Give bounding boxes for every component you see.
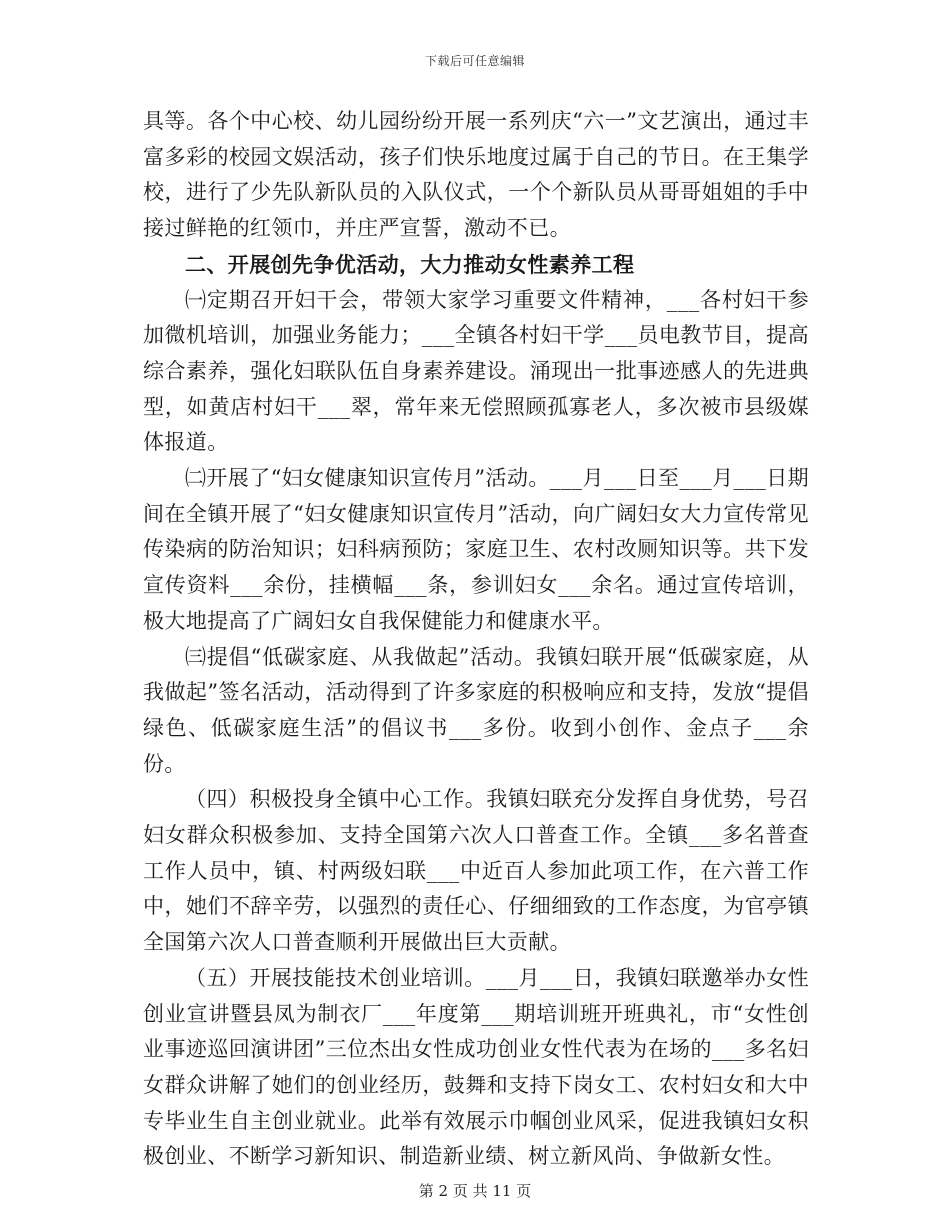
paragraph-item-2: ㈡开展了“妇女健康知识宣传月”活动。___月___日至___月___日期间在全镇开展了“妇女健康知识宣传月”活动，向广阔妇女大力宣传常见传染病的防治知识；妇科病预防；家庭卫生、农村改厕知识等。共下发宣传资料___余份，挂横幅___条，参训妇女___余名。通过宣传培训，极大地提高了广阔妇女自我保健能力和健康水平。 — [143, 466, 809, 633]
paragraph-item-1: ㈠定期召开妇干会，带领大家学习重要文件精神，___各村妇干参加微机培训，加强业务能力；___全镇各村妇干学___员电教节目，提高综合素养，强化妇联队伍自身素养建设。涌现出一批事迹感人的先进典型，如黄店村妇干___翠，常年来无偿照顾孤寡老人，多次被市县级媒体报道。 — [143, 287, 809, 455]
document-body — [143, 104, 809, 1175]
section-heading: 二、开展创先争优活动，大力推动女性素养工程 — [185, 251, 635, 277]
paragraph-continuation: 具等。各个中心校、幼儿园纷纷开展一系列庆“六一”文艺演出，通过丰富多彩的校园文娱活动，孩子们快乐地度过属于自己的节日。在王集学校，进行了少先队新队员的入队仪式，一个个新队员从哥哥姐姐的手中接过鲜艳的红领巾，并庄严宣誓，激动不已。 — [143, 109, 809, 241]
header-note: 下载后可任意编辑 — [424, 54, 525, 68]
paragraph-item-5: （五）开展技能技术创业培训。___月___日，我镇妇联邀举办女性创业宣讲暨县凤为制衣厂___年度第___期培训班开班典礼，市“女性创业事迹巡回演讲团”三位杰出女性成功创业女性代表为在场的___多名妇女群众讲解了她们的创业经历，鼓舞和支持下岗女工、农村妇女和大中专毕业生自主创业就业。此举有效展示巾帼创业风采，促进我镇妇女积极创业、不断学习新知识、制造新业绩、树立新风尚、争做新女性。 — [143, 965, 809, 1169]
paragraph-item-3: ㈢提倡“低碳家庭、从我做起”活动。我镇妇联开展“低碳家庭，从我做起”签名活动，活动得到了许多家庭的积极响应和支持，发放“提倡绿色、低碳家庭生活”的倡议书___多份。收到小创作、金点子___余份。 — [143, 644, 809, 776]
paragraph-item-4: （四）积极投身全镇中心工作。我镇妇联充分发挥自身优势，号召妇女群众积极参加、支持全国第六次人口普查工作。全镇___多名普查工作人员中，镇、村两级妇联___中近百人参加此项工作，在六普工作中，她们不辞辛劳，以强烈的责任心、仔细细致的工作态度，为官亭镇全国第六次人口普查顺利开展做出巨大贡献。 — [143, 787, 809, 955]
page-number: 第 2 页 共 11 页 — [418, 1182, 532, 1200]
